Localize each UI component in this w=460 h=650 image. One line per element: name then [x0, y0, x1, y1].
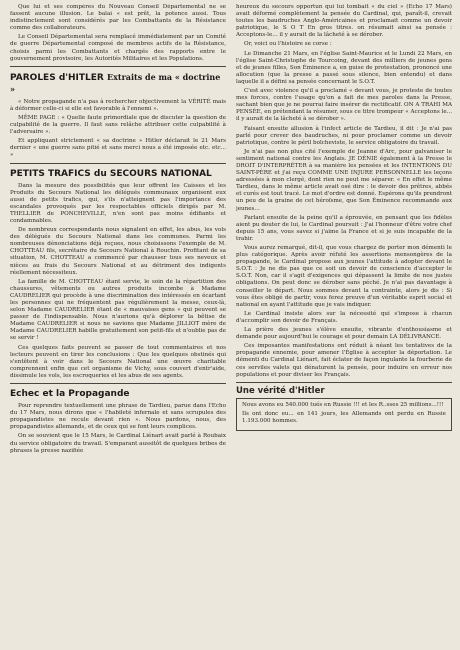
boxed-note: [236, 398, 452, 431]
section-heading-echec: Echec et la Propagande: [10, 389, 130, 400]
divider: [10, 383, 226, 384]
hitler-paragraph-2: MÊME PAGE : « Quelle faute primordiale que de discuter la question de culpabilité de la guerre. Il faut sans relâche attribuer cette culpabilité à l'adversaire ».: [10, 114, 226, 136]
article-paragraph-7: Parlant ensuite de la peine qu'il a éprouvée, en pensant que les fidèles aient pu douter de lui, le Cardinal poursuit : J'ai l'honneur d'être votre chef depuis 15 ans, vous savez si j'aime la France et si je suis incapable de la trahir.: [236, 214, 452, 242]
article-paragraph-2: Or, voici ou l'histoire se corse :: [244, 41, 332, 48]
right-column: [236, 4, 452, 650]
box-paragraph-1: Nous avons eu 540.000 tués en Russie !!! et les R..sses 25 millions...!!!: [242, 401, 444, 408]
article-paragraph-9: Le Cardinal insiste alors sur la nécessité qui s'impose à chacun d'accomplir son devoir de Français.: [236, 310, 452, 324]
trafics-paragraph-1: Dans la mesure des possibilités que leur offrent les Caisses et les Produits du Secours National les délégués communaux organisent eux aussi de petits trafics, qui, s'ils n'atteignent pas l'importance des escandales provoqués par les respectables officiels dirigés par M. THELLIER de PONCHEVILLE, n'en sont pas moins édifiants et condamnables.: [10, 182, 226, 224]
trafics-paragraph-3: La famille de M. CHOTTEAU étant servie, le soin de la répartition des chaussures, vêtements ou autres produits incombe à Madame CAUDRELIER qui procède à une discrimination des intéressés en écartant les personnes qui ne fréquentent pas régulièrement la messe, ceux-là, selon Madame CAUDRELIER étant de « mauvaises gens » qui peuvent se passer de l'indispensable. Nous n'aurions qu'à déplorer la bêtise de Madame CAUDRELIER si nous ne savions que Madame JILLIOT mère de Madame CAUDRELIER habille gratuitement son petit-fils et n'oublie pas de se servir !: [10, 278, 226, 342]
divider: [10, 66, 226, 67]
hitler-paragraph-3: Et appliquant strictement « sa doctrine » Hitler déclarait le 21 Mars dernier « une guerre sans pitié et sans merci nous a été imposée etc. etc... »: [10, 138, 226, 159]
echec-paragraph-1: Pour reprendre textuellement une phrase de Tardieu, parue dans l'Echo du 17 Mars, nous dirons que « l'habileté infernale et sans scrupules des propagandistes ne recule devant rien ». Nous pardons, nous, des propagandistes allemands, et de ceux qui se font leurs complices.: [10, 403, 226, 431]
echec-paragraph-2: On se souvient que le 15 Mars, le Cardinal Liénart avait parlé à Roubaix du service obligatoire du travail. S'emparant aussitôt de quelques bribes de phrases la presse nazifiée: [10, 433, 226, 454]
intro-paragraph-1: Que lui et ses compères du Nouveau Conseil Départemental ne se fassent aucune illusion. Le balai « est prêt, la potence aussi. Tous indistinctement sont considérés par les Combattants de la Résistance comme des collaborateurs.: [10, 4, 226, 32]
article-paragraph-3: Le Dimanche 21 Mars, en l'église Saint-Maurice et le Lundi 22 Mars, en l'église Saint-Christophe de Tourcoing, devant des milliers de jeunes gens et de jeunes filles, Son Éminence a, en guise de protestation, prononcé une allocution (que la presse a passé sous silence, bien entendu) et dans laquelle il a défini sa pensée concernant le S.O.T.: [236, 50, 452, 85]
trafics-paragraph-4: Ces quelques faits peuvent se passer de tout commentaires et nos lecteurs peuvent en tirer les conclusions : Que les quelques obstinés qui s'entêtent à voir dans le Secours National une œuvre charitable comprennent enfin que cet organisme de Vichy, sous couvert d'entr'aide, dissimule les vols, les escroqueries et les abus de ses agents.: [10, 344, 226, 379]
article-paragraph-11: Ces imposantes manifestations ont réduit à néant les tentatives de la propagande ennemie, pour amener l'Église à accepter la déportation. Le démenti du Cardinal Liénart, fait éclater de façon ingulante la fourberie de ces serviles valets qui dénaturent la pensée, pour induire en erreur nos populations et pour diviser les Français.: [236, 343, 452, 378]
article-paragraph-6: Je n'ai pas non plus cité l'exemple de Jeanne d'Arc, pour galvaniser le sentiment national contre les Anglais. JE DÉNIE également à la Presse le DROIT D'INTERPRÉTER à sa manière les pensées et les INTENTIONS DU SAINT-PÈRE et j'ai reçu COMME UNE INJURE PERSONNELLE les leçons adressées à mon clergé, dont rien ne peut me séparer. « En effet le même Tardieu, dans le même article avait osé dire : le devoir des prêtres, abbés et curés est tout tracé. Le mot d'ordre est donné. Espérons qu'ils prendront un peu de la graine de cet héroïsme, que Son Éminence recommande aux jeunes...: [236, 148, 452, 212]
left-column: [10, 4, 226, 650]
divider: [236, 382, 452, 383]
intro-paragraph-2: Le Conseil Départemental sera remplacé immédiatement par un Comité de guerre Départemental composé de membres actifs de la Résistance, choisis parmi les Combattants et chargés des rapports entre le gouvernement provisoire, les Autorités Militaires et les Populations.: [10, 34, 226, 62]
article-paragraph-10: La prière des jeunes s'élève ensuite, vibrante d'enthousiasme et demande pour aujourd'hui le courage et pour demain LA DÉLIVRANCE.: [236, 327, 452, 341]
section-heading-trafics: PETITS TRAFICS du SECOURS NATIONAL: [10, 168, 212, 179]
box-heading: Une vérité d'Hitler: [236, 385, 325, 396]
hitler-paragraph-1: « Notre propagande n'a pas à rechercher objectivement la VÉRITÉ mais à déformer celle-ci si elle est favorable à l'ennemi ».: [10, 98, 226, 112]
box-paragraph-2: Ils ont donc eu... en 141 jours, les Allemands ont perdu en Russie 1.193.000 hommes.: [242, 410, 446, 424]
article-paragraph-5: Faisant ensuite allusion à l'infect article de Tardieu, il dit : Je n'ai pas parlé pour crever des baudruches, ni pour proclamer comme un devoir patriotique, contre le péril bolcheviste, le service obligatoire du travail.: [236, 125, 452, 146]
section-heading-hitler: PAROLES d'HITLER Extraits de ma « doctrine »: [10, 71, 221, 94]
trafics-paragraph-2: De nombreux correspondants nous signalent en effet, les abus, les vols des délégués du Secours National dans les communes. Parmi les nombreuses dénonciations déjà reçues, nous choisissons l'exemple de M. CHOTTEAU fils, secrétaire du Secours National à Rouchin. Profitant de sa situation, M. CHOTTEAU a commencé par chausser tous ses neveux et nièces au frais du Secours National et au détriment des indigents réellement nécessiteux.: [10, 227, 226, 276]
article-paragraph-4: C'est avec violence qu'il a proclamé « devant vous, je proteste de toutes mes forces, contre l'usage qu'on a fait de mes paroles dans la Presse, sachant bien que je ne pourrai faire insérer de rectificatif. ON A TRAHI MA PENSÉE, en prétendant la résumer, sous ce titre trompeur « Acceptons le... il y aurait de la lâcheté à se dérober ».: [236, 88, 452, 123]
article-paragraph-1: heureux du secours opportun qui lui tombait « du ciel » (Echo 17 Mars) avait déformé complètement la pensée du Cardinal, qui, paraît-il, crevait toutes les baudruches Anglo-Américaines et proclamait comme un devoir patriotique, le S O T En gros titres. on résumait ainsi sa pensée : Acceptons-le... il y aurait de la lâcheté à se dérober.: [236, 4, 452, 39]
divider: [10, 163, 226, 164]
article-paragraph-8: Vous aurez remarqué, dit-il, que vous chargez de porter mon démenti le plus catégorique. Après avoir réfuté les assertions mensongères de la propagande, le Cardinal propose aux jeunes l'attitude à adopter devant le S.O.T. : Je ne dis pas que ce soit un devoir de conscience d'accepter le S.O.T. Non, car il s'agit d'exigences qui dépassent la limite de nos justes obligations. On peut donc se dérober sans péché. Je n'ai pas davantage à conseiller le départ. Nous sommes devant la contrainte, alors je dis : Si vous êtes obligé de partir, vous ferez preuve d'un véritable esprit social et national en ayant l'attitude que je vais indiquer.: [236, 245, 452, 308]
